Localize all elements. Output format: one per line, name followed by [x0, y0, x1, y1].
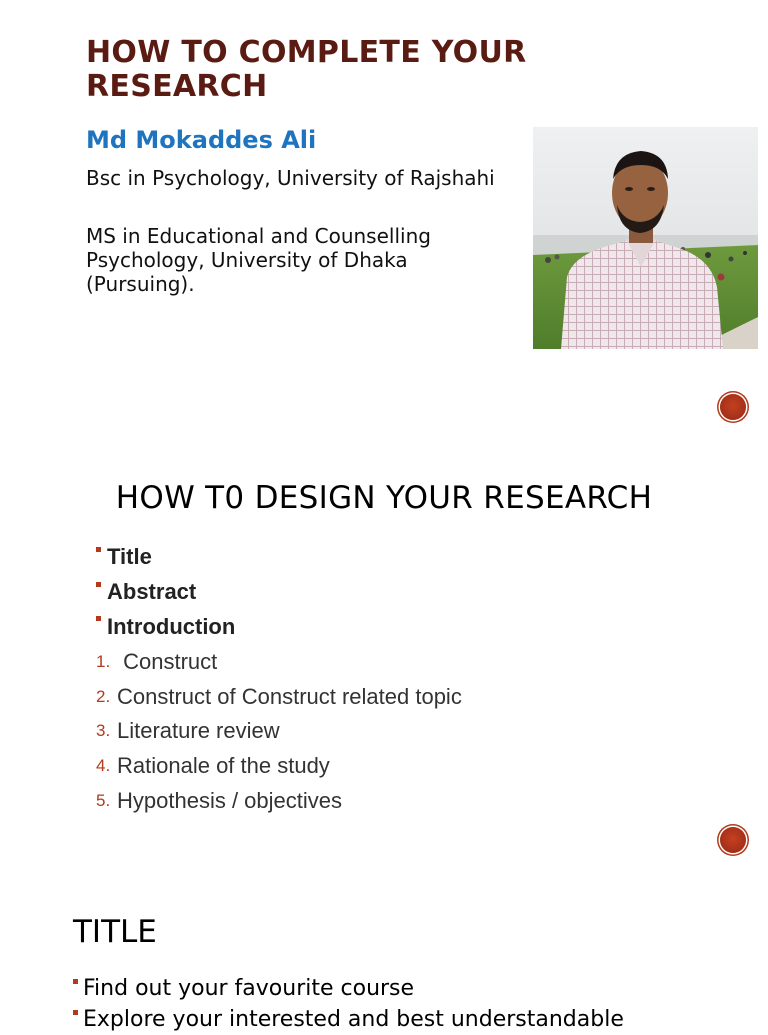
item-text: Literature review: [117, 718, 280, 744]
bullet-label: Title: [107, 544, 152, 570]
tip-text: Find out your favourite course: [83, 976, 415, 1001]
presentation-title: HOW TO COMPLETE YOUR RESEARCH: [86, 35, 527, 104]
item-text: Rationale of the study: [117, 753, 330, 779]
list-item: [96, 540, 462, 575]
item-text: Hypothesis / objectives: [117, 787, 342, 813]
credential-ms: MS in Educational and Counselling Psychology, University of Dhaka (Pursuing).: [86, 224, 431, 296]
design-outline-list: [96, 540, 462, 818]
bullet-label: Introduction: [107, 613, 236, 639]
credential-bsc: Bsc in Psychology, University of Rajshahi: [86, 166, 495, 190]
item-number: 1.: [96, 651, 111, 671]
slide-title-tips: [0, 870, 768, 1032]
list-item: [73, 1004, 624, 1035]
square-bullet-icon: [73, 1010, 78, 1015]
author-photo: [533, 127, 758, 349]
slide-nav-circle-icon[interactable]: [720, 394, 746, 420]
author-name: Md Mokaddes Ali: [86, 126, 317, 154]
square-bullet-icon: [96, 547, 101, 552]
item-text: Construct of Construct related topic: [117, 683, 462, 709]
title-tips-list: [73, 973, 624, 1035]
numbered-item: [96, 784, 462, 819]
list-item: [73, 973, 624, 1004]
item-text: Construct: [117, 648, 218, 674]
slide-nav-circle-icon[interactable]: [720, 827, 746, 853]
square-bullet-icon: [96, 582, 101, 587]
tip-text: Explore your interested and best understandable: [83, 1007, 624, 1032]
numbered-item: [96, 749, 462, 784]
item-number: 4.: [96, 756, 111, 776]
list-item: [96, 610, 462, 645]
numbered-item: [96, 679, 462, 714]
design-title: HOW T0 DESIGN YOUR RESEARCH: [115, 480, 653, 516]
item-number: 3.: [96, 721, 111, 741]
square-bullet-icon: [73, 979, 78, 984]
title-heading: TITLE: [73, 914, 157, 950]
item-number: 2.: [96, 686, 111, 706]
square-bullet-icon: [96, 616, 101, 621]
bullet-label: Abstract: [107, 579, 197, 605]
numbered-item: [96, 714, 462, 749]
item-number: 5.: [96, 790, 111, 810]
numbered-item: [96, 644, 462, 679]
slide-title: [0, 0, 768, 440]
list-item: [96, 575, 462, 610]
slide-design: [0, 440, 768, 870]
